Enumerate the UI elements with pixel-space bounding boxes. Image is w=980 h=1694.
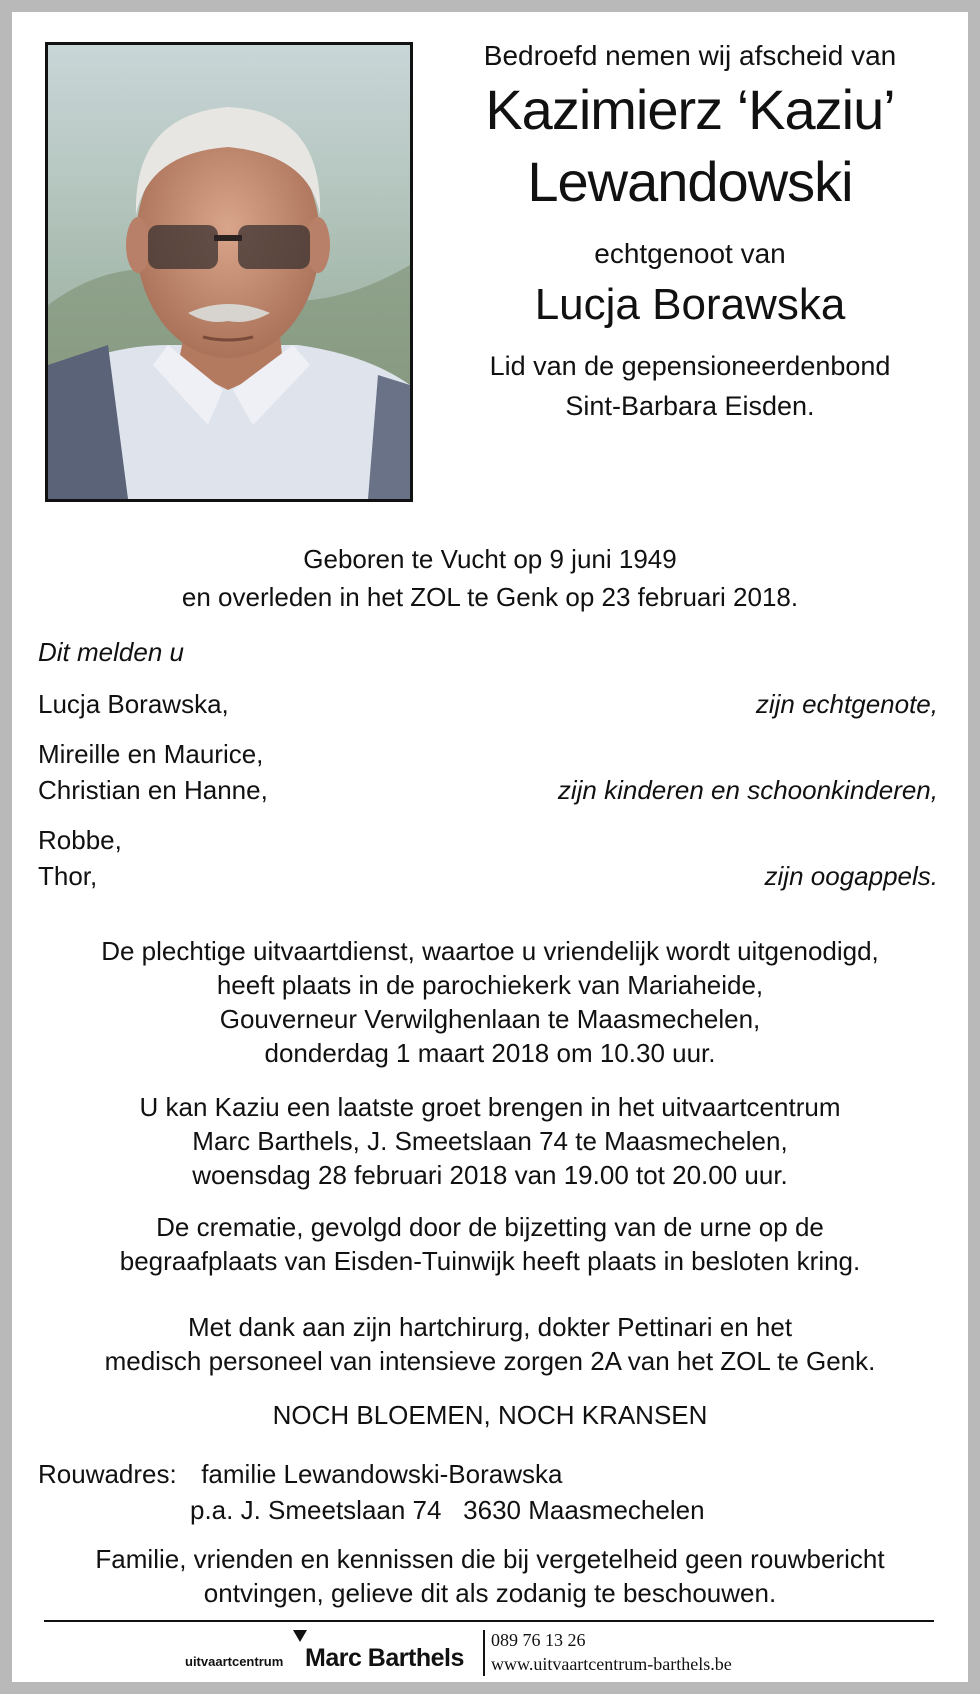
family-group	[38, 772, 938, 808]
membership-line-1: Lid van de gepensioneerdenbond	[489, 351, 891, 381]
footer-separator	[483, 1630, 485, 1676]
announcement-header	[430, 38, 950, 426]
service-line: Gouverneur Verwilghenlaan te Maasmechelen,	[219, 1004, 761, 1034]
family-name: Christian en Hanne,	[38, 775, 268, 805]
closing-line: Familie, vrienden en kennissen die bij vergetelheid geen rouwbericht	[95, 1544, 885, 1574]
thanks-line: medisch personeel van intensieve zorgen 2A van het ZOL te Genk.	[104, 1346, 876, 1376]
cremation-info	[40, 1210, 940, 1278]
family-relation: zijn oogappels.	[764, 861, 938, 891]
phone-number: 089 76 13 26	[491, 1630, 586, 1650]
website-link[interactable]: www.uitvaartcentrum-barthels.be	[491, 1654, 732, 1674]
mourning-address	[38, 1456, 938, 1528]
brand-small: uitvaartcentrum	[185, 1654, 284, 1669]
portrait-photo	[45, 42, 413, 502]
footer-divider	[44, 1620, 934, 1622]
no-flowers-notice: NOCH BLOEMEN, NOCH KRANSEN	[272, 1400, 708, 1430]
death-line: en overleden in het ZOL te Genk op 23 februari 2018.	[181, 582, 799, 612]
address-line-2: p.a. J. Smeetslaan 74 3630 Maasmechelen	[190, 1495, 705, 1525]
spouse-name: Lucja Borawska	[534, 280, 846, 329]
logo-triangle-icon	[293, 1630, 307, 1642]
family-group	[38, 736, 938, 772]
membership-line-2: Sint-Barbara Eisden.	[565, 391, 815, 421]
family-name: Thor,	[38, 861, 98, 891]
closing-line: ontvingen, gelieve dit als zodanig te beschouwen.	[203, 1578, 777, 1608]
birth-line: Geboren te Vucht op 9 juni 1949	[303, 544, 677, 574]
family-relation: zijn echtgenote,	[755, 689, 938, 719]
visit-line: woensdag 28 februari 2018 van 19.00 tot 20.00 uur.	[192, 1160, 788, 1190]
cremation-line: De crematie, gevolgd door de bijzetting van de urne op de	[156, 1212, 824, 1242]
family-group	[38, 858, 938, 894]
brand-name: Marc Barthels	[305, 1644, 464, 1672]
service-line: donderdag 1 maart 2018 om 10.30 uur.	[264, 1038, 716, 1068]
family-group	[38, 686, 938, 722]
life-dates	[40, 540, 940, 616]
closing-note	[40, 1542, 940, 1610]
funeral-home-footer	[185, 1626, 805, 1678]
family-name: Lucja Borawska,	[38, 689, 229, 719]
family-group	[38, 822, 938, 858]
family-list	[38, 634, 938, 894]
contact-info	[491, 1628, 732, 1676]
visit-info	[40, 1090, 940, 1192]
spouse-label: echtgenoot van	[594, 238, 786, 269]
portrait-illustration	[48, 45, 410, 499]
service-info	[40, 934, 940, 1070]
intro-line: Bedroefd nemen wij afscheid van	[483, 40, 897, 71]
service-line: heeft plaats in de parochiekerk van Mariaheide,	[216, 970, 764, 1000]
cremation-line: begraafplaats van Eisden-Tuinwijk heeft plaats in besloten kring.	[119, 1246, 861, 1276]
family-name: Robbe,	[38, 825, 122, 855]
thanks-info	[40, 1310, 940, 1378]
deceased-name-last: Lewandowski	[527, 150, 853, 213]
service-line: De plechtige uitvaartdienst, waartoe u vriendelijk wordt uitgenodigd,	[101, 936, 879, 966]
family-intro-text: Dit melden u	[38, 637, 184, 667]
visit-line: Marc Barthels, J. Smeetslaan 74 te Maasmechelen,	[192, 1126, 788, 1156]
family-name: Mireille en Maurice,	[38, 739, 264, 769]
visit-line: U kan Kaziu een laatste groet brengen in het uitvaartcentrum	[139, 1092, 841, 1122]
family-relation: zijn kinderen en schoonkinderen,	[557, 775, 938, 805]
thanks-line: Met dank aan zijn hartchirurg, dokter Pettinari en het	[187, 1312, 793, 1342]
deceased-name-first: Kazimierz ‘Kaziu’	[485, 78, 895, 141]
family-intro	[38, 634, 938, 670]
address-label: Rouwadres:	[38, 1459, 177, 1489]
address-line-1: familie Lewandowski-Borawska	[201, 1459, 563, 1489]
